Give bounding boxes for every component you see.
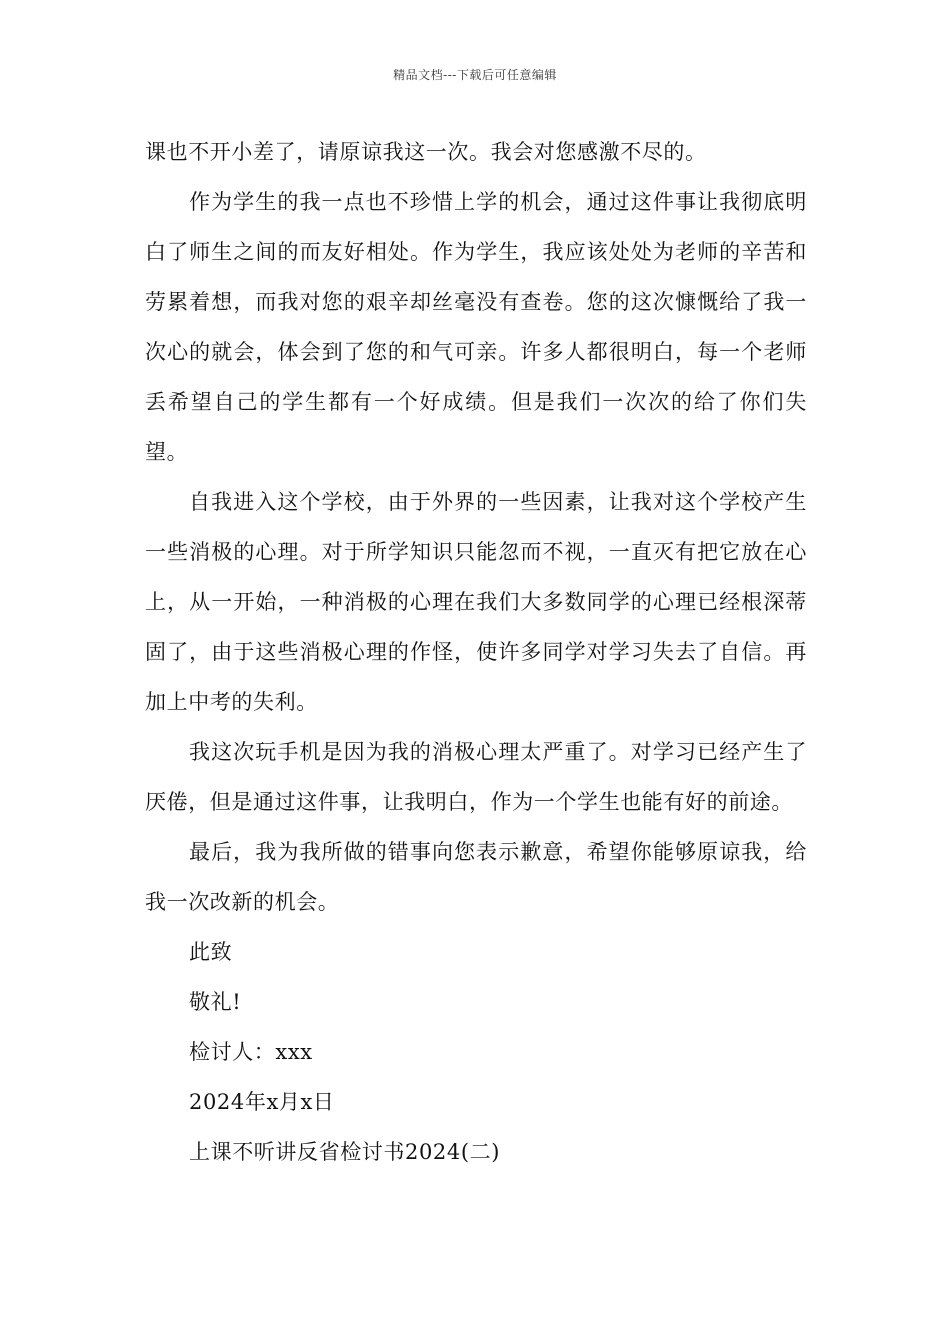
paragraph: 自我进入这个学校，由于外界的一些因素，让我对这个学校产生一些消极的心理。对于所学知识只能忽而不视，一直灭有把它放在心上，从一开始，一种消极的心理在我们大多数同学的心理已经根深蒂固了，由于这些消极心理的作怪，使许多同学对学习失去了自信。再加上中考的失利。 — [145, 490, 807, 714]
closing-respect: 敬礼! — [189, 990, 242, 1014]
paragraph-continued: 课也不开小差了，请原谅我这一次。我会对您感激不尽的。 — [145, 140, 707, 164]
next-section-title: 上课不听讲反省检讨书2024(二) — [189, 1140, 501, 1164]
paragraph: 最后，我为我所做的错事向您表示歉意，希望你能够原谅我，给我一次改新的机会。 — [145, 840, 807, 914]
paragraph: 我这次玩手机是因为我的消极心理太严重了。对学习已经产生了厌倦，但是通过这件事，让我明白，作为一个学生也能有好的前途。 — [145, 740, 807, 814]
date-line: 2024年x月x日 — [189, 1090, 335, 1114]
paragraph: 作为学生的我一点也不珍惜上学的机会，通过这件事让我彻底明白了师生之间的而友好相处。作为学生，我应该处处为老师的辛苦和劳累着想，而我对您的艰辛却丝毫没有查卷。您的这次慷慨给了我一次心的就会，体会到了您的和气可亲。许多人都很明白，每一个老师丢希望自己的学生都有一个好成绩。但是我们一次次的给了你们失望。 — [145, 190, 807, 464]
signer-line: 检讨人：xxx — [189, 1040, 313, 1064]
document-body — [145, 127, 807, 1177]
closing-salutation: 此致 — [189, 940, 233, 964]
page-header: 精品文档---下载后可任意编辑 — [393, 68, 557, 82]
